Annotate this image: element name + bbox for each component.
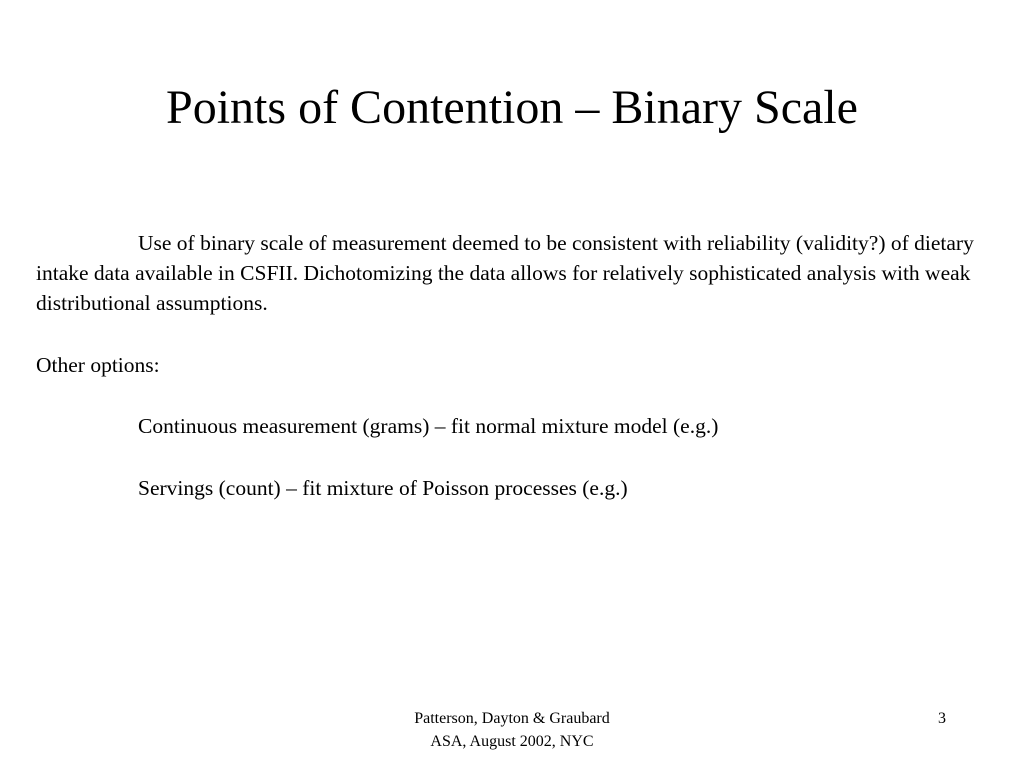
footer-citation (312, 707, 712, 753)
page-number: 3 (938, 710, 946, 727)
footer-authors: Patterson, Dayton & Graubard (414, 710, 610, 727)
slide-title: Points of Contention – Binary Scale (166, 81, 858, 134)
main-paragraph: Use of binary scale of measurement deemed to be consistent with reliability (validity?) of dietary intake data available in CSFII. Dichotomizing the data allows for relatively sophisticated analysis with weak distributional assumptions. (36, 231, 974, 315)
other-options-label: Other options: (36, 353, 160, 377)
option-item-servings: Servings (count) – fit mixture of Poisson processes (e.g.) (138, 476, 628, 500)
footer-venue: ASA, August 2002, NYC (430, 733, 594, 750)
option-item-continuous: Continuous measurement (grams) – fit normal mixture model (e.g.) (138, 414, 719, 438)
